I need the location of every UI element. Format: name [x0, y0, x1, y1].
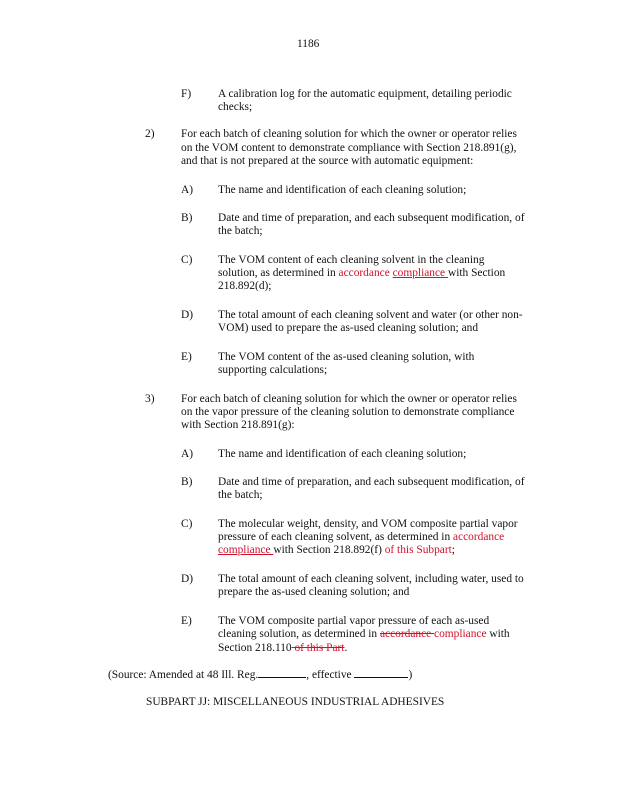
item-2c-label: C): [181, 254, 193, 266]
text-run: with Section: [447, 267, 506, 279]
text-run: with Section 218.892(f): [273, 544, 385, 556]
item-2a-line1: The name and identification of each cleaning solution;: [218, 184, 467, 196]
item-2d-line1: The total amount of each cleaning solvent and water (or other non-: [218, 309, 523, 321]
item-2b-line1: Date and time of preparation, and each subsequent modification, of: [218, 212, 525, 224]
item-3c-line3: [218, 544, 455, 558]
item-3c-line1: The molecular weight, density, and VOM composite partial vapor: [218, 518, 518, 530]
item-3c-line2: [218, 531, 504, 545]
item-2c-line3: 218.892(d);: [218, 280, 272, 292]
item-2e-line1: The VOM content of the as-used cleaning solution, with: [218, 351, 475, 363]
text-run: solution, as determined in: [218, 267, 339, 279]
inserted-text: compliance: [434, 628, 487, 640]
inserted-text: compliance: [392, 267, 448, 279]
item-3e-label: E): [181, 615, 192, 627]
inserted-text: accordance: [338, 267, 390, 279]
item-3e-line3: [218, 642, 347, 656]
deleted-text: accordance: [379, 628, 435, 640]
item-3d-line2: prepare the as-used cleaning solution; and: [218, 586, 410, 598]
item-3b-line1: Date and time of preparation, and each subsequent modification, of: [218, 476, 525, 488]
item-2b-line2: the batch;: [218, 225, 263, 237]
text-run: .: [344, 642, 348, 654]
item-3-line3: with Section 218.891(g):: [181, 419, 295, 431]
item-2-label: 2): [145, 128, 155, 140]
item-3d-label: D): [181, 573, 194, 585]
item-2-line3: and that is not prepared at the source with automatic equipment:: [181, 155, 474, 167]
item-f-line1: A calibration log for the automatic equipment, detailing periodic: [218, 88, 512, 100]
item-3a-label: A): [181, 448, 194, 460]
item-2e-label: E): [181, 351, 192, 363]
source-note: [108, 668, 412, 683]
item-3-label: 3): [145, 393, 155, 405]
blank-line: [258, 668, 306, 678]
item-2a-label: A): [181, 184, 194, 196]
inserted-text: compliance: [218, 544, 274, 556]
item-3e-line1: The VOM composite partial vapor pressure of each as-used: [218, 615, 490, 627]
item-3c-label: C): [181, 518, 193, 530]
item-2d-label: D): [181, 309, 194, 321]
item-3b-line2: the batch;: [218, 489, 263, 501]
item-3d-line1: The total amount of each cleaning solvent, including water, used to: [218, 573, 524, 585]
item-2c-line2: [218, 267, 505, 281]
source-note-mid: , effective: [306, 669, 355, 681]
deleted-text: of this Part: [291, 642, 345, 654]
page-number: 1186: [297, 38, 320, 50]
item-3b-label: B): [181, 476, 193, 488]
inserted-text: of this Subpart: [384, 544, 452, 556]
text-run: ;: [451, 544, 455, 556]
item-3-line1: For each batch of cleaning solution for which the owner or operator relies: [181, 393, 517, 405]
source-note-end: ): [408, 669, 413, 681]
item-f-line2: checks;: [218, 101, 253, 113]
text-run: pressure of each cleaning solvent, as determined in: [218, 531, 454, 543]
item-2d-line2: VOM) used to prepare the as-used cleaning solution; and: [218, 322, 479, 334]
source-note-pre: (Source: Amended at 48 Ill. Reg.: [108, 669, 259, 681]
subpart-heading: SUBPART JJ: MISCELLANEOUS INDUSTRIAL ADHESIVES: [146, 696, 445, 708]
item-f-label: F): [181, 88, 192, 100]
item-3e-line2: [218, 628, 510, 642]
text-run: cleaning solution, as determined in: [218, 628, 380, 640]
text-run: with: [486, 628, 510, 640]
item-2e-line2: supporting calculations;: [218, 364, 328, 376]
item-2b-label: B): [181, 212, 193, 224]
text-run: Section 218.110: [218, 642, 292, 654]
blank-line: [354, 668, 408, 678]
item-2-line1: For each batch of cleaning solution for which the owner or operator relies: [181, 128, 517, 140]
item-2c-line1: The VOM content of each cleaning solvent in the cleaning: [218, 254, 485, 266]
item-2-line2: on the VOM content to demonstrate compliance with Section 218.891(g),: [181, 142, 517, 154]
item-3a-line1: The name and identification of each cleaning solution;: [218, 448, 467, 460]
item-3-line2: on the vapor pressure of the cleaning solution to demonstrate compliance: [181, 406, 515, 418]
inserted-text: accordance: [453, 531, 505, 543]
